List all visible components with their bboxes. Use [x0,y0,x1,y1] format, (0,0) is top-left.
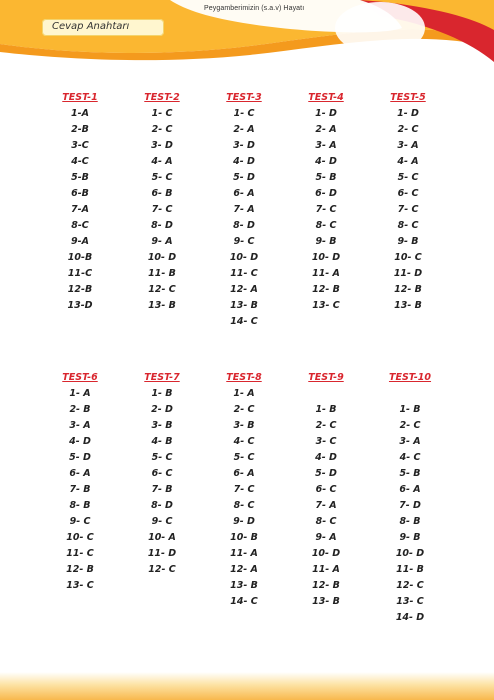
answer-item: 5- D [315,468,337,479]
blank-row [296,386,356,402]
answer-item: 14- D [395,612,425,623]
answer-column-test-6 [50,370,110,594]
answer-item: 7- A [315,500,337,511]
answer-item: 7- C [233,484,255,495]
answer-item: 7- C [151,204,173,215]
answer-item: 1- D [397,108,419,119]
answer-item: 3- D [151,140,173,151]
answer-item: 11- A [230,548,258,559]
answer-column-test-9 [296,370,356,610]
answer-item: 9- C [151,516,173,527]
test-title: TEST-8 [226,372,262,383]
answer-item: 11- A [312,564,340,575]
answer-item: 9- B [397,236,419,247]
answer-item: 8- D [151,220,173,231]
answer-item: 11- B [148,268,176,279]
answer-item: 9- C [233,236,255,247]
answer-item: 13- C [396,596,424,607]
answer-item: 2- D [151,404,173,415]
answer-item: 13- B [230,580,258,591]
test-title: TEST-7 [144,372,180,383]
answer-item: 12- B [312,580,340,591]
answer-item: 4- A [397,156,419,167]
test-title: TEST-10 [388,372,432,383]
answer-item: 2- C [315,420,337,431]
answer-item: 1- C [233,108,255,119]
footer-band [0,672,494,700]
answer-item: 6- D [315,188,337,199]
answer-item: 2- C [151,124,173,135]
answer-item: 11- C [66,548,94,559]
answer-item: 8- B [399,516,421,527]
blank-row [380,386,440,402]
answer-item: 4- D [233,156,255,167]
answer-item: 6- A [233,468,255,479]
answer-item: 5- C [397,172,419,183]
answer-item: 14- C [230,316,258,327]
answer-item: 12- C [396,580,424,591]
answer-item: 1-A [71,108,89,119]
answer-item: 1- A [69,388,91,399]
answer-item: 12- B [394,284,422,295]
answer-item: 9-A [71,236,89,247]
answer-item: 3- B [233,420,255,431]
answer-item: 3- A [315,140,337,151]
answer-item: 10- C [394,252,422,263]
answer-item: 5- C [151,172,173,183]
answer-item: 7- B [151,484,173,495]
answer-item: 2- C [399,420,421,431]
answer-column-test-4 [296,90,356,314]
answer-item: 10- D [311,252,341,263]
answer-item: 9- C [69,516,91,527]
answer-item: 8- C [397,220,419,231]
test-title: TEST-5 [390,92,426,103]
answer-item: 8- B [69,500,91,511]
answer-item: 5- D [69,452,91,463]
answer-item: 9- D [233,516,255,527]
answer-item: 10- D [229,252,259,263]
answer-item: 10- B [230,532,258,543]
answer-item: 7- C [315,204,337,215]
answer-item: 13- C [66,580,94,591]
answer-item: 11- D [147,548,177,559]
answer-item: 8- C [315,516,337,527]
answer-item: 3- A [399,436,421,447]
answer-item: 2-B [71,124,89,135]
answer-item: 11-C [67,268,93,279]
header-swoosh [0,0,494,80]
answer-item: 14- C [230,596,258,607]
answer-item: 7- A [233,204,255,215]
answer-item: 9- B [315,236,337,247]
answer-item: 5- D [233,172,255,183]
answer-item: 9- A [151,236,173,247]
answer-item: 8- C [315,220,337,231]
answer-item: 10- D [147,252,177,263]
answer-item: 4- D [315,452,337,463]
answer-item: 11- D [393,268,423,279]
answer-item: 11- A [312,268,340,279]
answer-item: 12- C [148,284,176,295]
answer-item: 9- B [399,532,421,543]
answer-item: 10- A [148,532,176,543]
answer-item: 4-C [71,156,89,167]
answer-item: 4- B [151,436,173,447]
answer-item: 5-B [71,172,89,183]
answer-item: 2- B [69,404,91,415]
answer-item: 7- D [399,500,421,511]
answer-item: 5- B [315,172,337,183]
answer-item: 8- D [151,500,173,511]
answer-item: 10-B [67,252,93,263]
test-title: TEST-9 [308,372,344,383]
answer-item: 4- D [69,436,91,447]
answer-item: 2- C [233,404,255,415]
answer-item: 7- B [69,484,91,495]
test-title: TEST-4 [308,92,344,103]
answer-item: 13- B [312,596,340,607]
answer-item: 13- B [148,300,176,311]
answer-column-test-3 [214,90,274,330]
answer-item: 6- A [399,484,421,495]
answer-item: 1- A [233,388,255,399]
answer-item: 13- B [394,300,422,311]
answer-item: 5- C [233,452,255,463]
answer-item: 3- A [397,140,419,151]
answer-item: 7-A [71,204,89,215]
answer-column-test-5 [378,90,438,314]
answer-item: 12- C [148,564,176,575]
answer-item: 3- D [233,140,255,151]
answer-item: 3- C [315,436,337,447]
answer-item: 1- B [315,404,337,415]
answer-item: 8-C [71,220,89,231]
answer-item: 12- B [312,284,340,295]
answer-item: 2- A [233,124,255,135]
test-title: TEST-6 [62,372,98,383]
section-label: Cevap Anahtarı [52,21,130,32]
answer-item: 8- C [233,500,255,511]
answer-item: 6- C [397,188,419,199]
answer-item: 13- C [312,300,340,311]
answer-item: 4- C [233,436,255,447]
answer-item: 1- D [315,108,337,119]
answer-column-test-8 [214,370,274,610]
answer-item: 13- B [230,300,258,311]
test-title: TEST-3 [226,92,262,103]
answer-item: 6- C [315,484,337,495]
answer-item: 2- C [397,124,419,135]
answer-item: 10- C [66,532,94,543]
answer-item: 1- C [151,108,173,119]
answer-item: 12- A [230,564,258,575]
answer-item: 5- C [151,452,173,463]
answer-item: 6- C [151,468,173,479]
answer-item: 4- C [399,452,421,463]
test-title: TEST-1 [62,92,98,103]
answer-item: 13-D [67,300,93,311]
answer-column-test-1 [50,90,110,314]
answer-item: 3- A [69,420,91,431]
answer-item: 9- A [315,532,337,543]
answer-item: 6- A [69,468,91,479]
answer-item: 4- D [315,156,337,167]
answer-column-test-10 [380,370,440,626]
answer-column-test-2 [132,90,192,314]
answer-item: 6- A [233,188,255,199]
answer-item: 11- B [396,564,424,575]
answer-item: 3-C [71,140,89,151]
answer-item: 3- B [151,420,173,431]
answer-item: 7- C [397,204,419,215]
answer-item: 12-B [67,284,93,295]
answer-item: 1- B [399,404,421,415]
answer-item: 12- B [66,564,94,575]
book-title: Peygamberimizin (s.a.v) Hayatı [204,5,305,12]
answer-item: 1- B [151,388,173,399]
answer-item: 2- A [315,124,337,135]
answer-item: 11- C [230,268,258,279]
answer-column-test-7 [132,370,192,578]
answer-item: 5- B [399,468,421,479]
answer-item: 10- D [311,548,341,559]
answer-item: 6-B [71,188,89,199]
answer-item: 12- A [230,284,258,295]
test-title: TEST-2 [144,92,180,103]
answer-item: 10- D [395,548,425,559]
answer-item: 4- A [151,156,173,167]
answer-item: 8- D [233,220,255,231]
answer-item: 6- B [151,188,173,199]
